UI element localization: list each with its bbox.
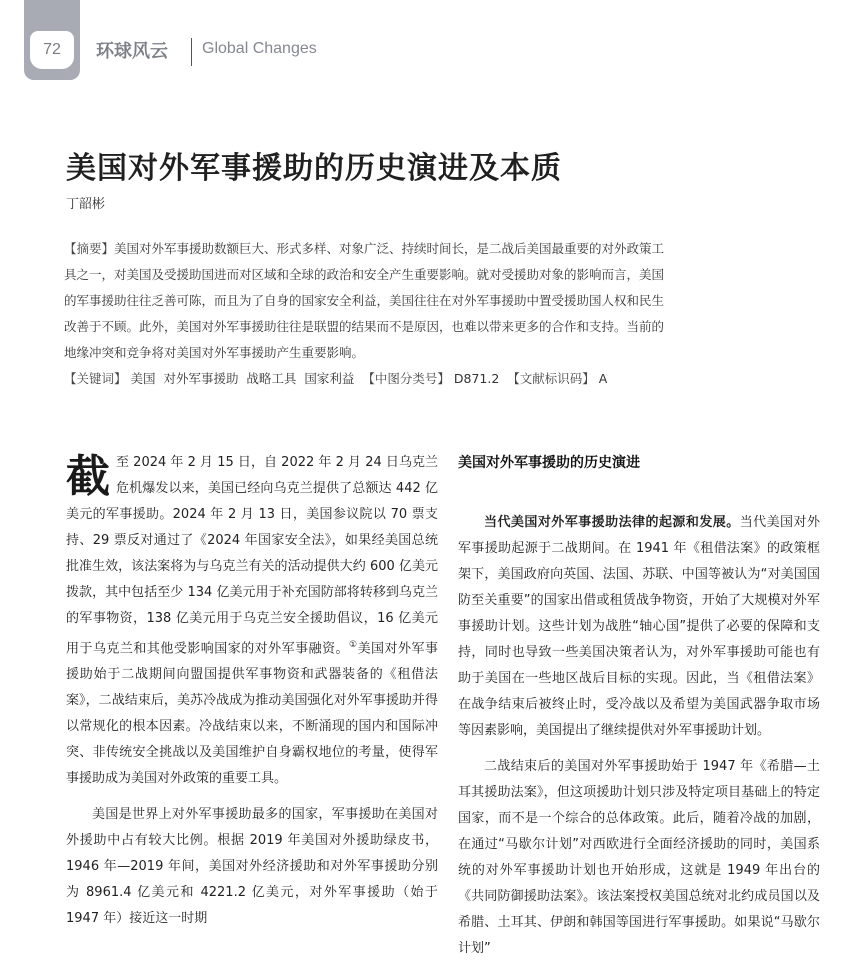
drop-cap: 截 — [66, 451, 110, 502]
doc-code: A — [598, 371, 608, 386]
footnote-marker: ① — [349, 640, 358, 650]
right-column — [458, 450, 820, 962]
keywords-line — [64, 366, 674, 392]
left-paragraph-1-cont: 美国对外军事援助始于二战期间向盟国提供军事物资和武器装备的《租借法案》，二战结束后，美苏冷战成为推动美国强化对外军事援助并得以常规化的根本因素。冷战结束以来，不断涌现的国内和国际冲突、非传统安全挑战以及美国维护自身霸权地位的考量，使得军事援助成为美国对外政策的重要工具。 — [66, 641, 438, 787]
keywords-label: 【关键词】 — [64, 371, 127, 386]
article-author: 丁韶彬 — [66, 197, 106, 212]
doc-code-label: 【文献标识码】 — [507, 371, 595, 386]
right-paragraph-2: 二战结束后的美国对外军事援助始于 1947 年《希腊—土耳其援助法案》，但这项援助计划只涉及特定项目基础上的特定国家，而不是一个综合的总体政策。此后，随着冷战的加剧，在通过“马歇尔计划”对西欧进行全面经济援助的同时，美国系统的对外军事援助计划也开始形成，这就是 1949 年出台的《共同防御援助法案》。该法案授权美国总统对北约成员国以及希腊、土耳其、伊朗和韩国等国进行军事援助。如果说“马歇尔计划” — [458, 759, 820, 956]
page-number: 72 — [30, 31, 74, 69]
section-heading: 美国对外军事援助的历史演进 — [458, 455, 640, 471]
clc-code: D871.2 — [453, 371, 500, 386]
section-subtitle: Global Changes — [202, 40, 317, 57]
clc-label: 【中图分类号】 — [362, 371, 450, 386]
left-paragraph-1-text: 至 2024 年 2 月 15 日，自 2022 年 2 月 24 日乌克兰危机爆发以来，美国已经向乌克兰提供了总额达 442 亿美元的军事援助。2024 年 2 月 13 日，美国参议院以 70 票支持、29 票反对通过了《2024 年国家安全法》，如果经美国总统批准生效，该法案将为与乌克兰有关的活动提供大约 600 亿美元拨款，其中包括至少 134 亿美元用于补充国防部将转移到乌克兰的军事物资，138 亿美元用于乌克兰安全援助倡议，16 亿美元用于乌克兰和其他受影响国家的对外军事融资。 — [66, 455, 438, 657]
abstract-paragraph — [64, 236, 674, 366]
article-title: 美国对外军事援助的历史演进及本质 — [66, 151, 562, 186]
right-paragraph-1 — [458, 510, 820, 744]
keywords-text: 美国 对外军事援助 战略工具 国家利益 — [130, 371, 355, 386]
header-divider — [191, 38, 192, 66]
left-paragraph-2: 美国是世界上对外军事援助最多的国家，军事援助在美国对外援助中占有较大比例。根据 2019 年美国对外援助绿皮书，1946 年—2019 年间，美国对外经济援助和对外军事援助分别为 8961.4 亿美元和 4221.2 亿美元，对外军事援助（始于 1947 年）接近这一时期 — [66, 807, 438, 927]
abstract-label: 【摘要】 — [64, 241, 115, 256]
abstract-block — [64, 236, 674, 392]
lead-sentence: 当代美国对外军事援助法律的起源和发展。 — [484, 515, 740, 530]
section-title: 环球风云 — [96, 41, 168, 62]
left-column — [66, 450, 438, 932]
left-paragraph-1 — [66, 450, 438, 792]
right-paragraph-1-text: 当代美国对外军事援助起源于二战期间。在 1941 年《租借法案》的政策框架下，美国政府向英国、法国、苏联、中国等被认为“对美国国防至关重要”的国家出借或租赁战争物资，开始了大规模对外军事援助计划。这些计划为战胜“轴心国”提供了必要的保障和支持，同时也导致一些美国决策者认为，对外军事援助可能也有助于美国在一些地区战后目标的实现。因此，当《租借法案》在战争结束后被终止时，受冷战以及希望为美国武器争取市场等因素影响，美国提出了继续提供对外军事援助计划。 — [458, 515, 820, 738]
abstract-text: 美国对外军事援助数额巨大、形式多样、对象广泛、持续时间长，是二战后美国最重要的对外政策工具之一，对美国及受援助国进而对区域和全球的政治和安全产生重要影响。就对受援助对象的影响而言，美国的军事援助往往乏善可陈，而且为了自身的国家安全利益，美国往往在对外军事援助中置受援助国人权和民生改善于不顾。此外，美国对外军事援助往往是联盟的结果而不是原因，也难以带来更多的合作和支持。当前的地缘冲突和竞争将对美国对外军事援助产生重要影响。 — [64, 241, 665, 360]
